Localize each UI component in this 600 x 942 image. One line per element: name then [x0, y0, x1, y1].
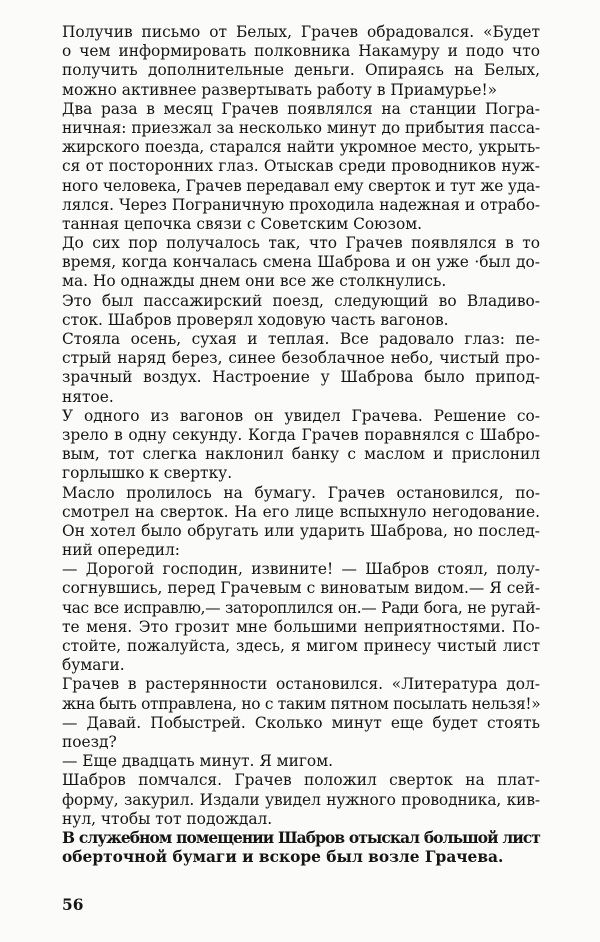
text-line: Грачев в растерянности остановился. «Литература дол-	[62, 675, 540, 694]
text-line: Два раза в месяц Грачев появлялся на станции Погра-	[62, 99, 540, 118]
text-line: сток. Шабров проверял ходовую часть вагонов.	[62, 310, 449, 329]
text-line: Шабров помчался. Грачев положил сверток на плат-	[62, 771, 540, 790]
text-line: ничная: приезжал за несколько минут до прибытия пасса-	[62, 118, 540, 137]
text-line: получить дополнительные деньги. Опираясь на Белых,	[62, 61, 540, 80]
text-line: стойте, пожалуйста, здесь, я мигом принесу чистый лист	[62, 637, 540, 655]
text-line: — Еще двадцать минут. Я мигом.	[62, 752, 334, 771]
text-line: стрый наряд берез, синее безоблачное небо, чистый про-	[62, 349, 540, 368]
text-line: поезд?	[62, 732, 117, 751]
text-line: ний опередил:	[62, 541, 180, 560]
text-line: ся от посторонних глаз. Отыскав среди проводников нуж-	[62, 157, 540, 176]
text-line: час все исправлю,— затороплился он.— Ради бога, не ругай-	[62, 598, 540, 617]
text-line: согнувшись, перед Грачевым с виноватым видом.— Я сей-	[62, 579, 540, 598]
text-line: горлышко к свертку.	[62, 464, 233, 483]
text-line: Он хотел было обругать или ударить Шаброва, но послед-	[62, 521, 540, 540]
page-number: 56	[62, 896, 84, 914]
text-line: Масло пролилось на бумагу. Грачев остановился, по-	[62, 483, 540, 502]
text-line: ного человека, Грачев передавал ему сверток и тут же уда-	[62, 176, 540, 195]
text-line: У одного из вагонов он увидел Грачева. Решение со-	[62, 406, 540, 425]
text-line: смотрел на сверток. На его лице вспыхнуло негодование.	[62, 502, 540, 521]
text-line: танная цепочка связи с Советским Союзом.	[62, 214, 423, 233]
text-line: форму, закурил. Издали увидел нужного проводника, кив-	[62, 790, 540, 809]
text-line: бумаги.	[62, 656, 125, 675]
text-line: В служебном помещении Шабров отыскал большой лист	[62, 828, 540, 847]
text-line: те меня. Это грозит мне большими неприятностями. По-	[62, 617, 540, 636]
text-line: Получив письмо от Белых, Грачев обрадовался. «Будет	[62, 23, 540, 41]
text-line: зрачный воздух. Настроение у Шаброва было припод-	[62, 368, 540, 387]
text-line: оберточной бумаги и вскоре был возле Грачева.	[62, 848, 504, 867]
text-line: время, когда кончалась смена Шаброва и он уже ·был до-	[62, 253, 540, 272]
text-line: жирского поезда, старался найти укромное место, укрыть-	[62, 138, 540, 157]
text-line: зрело в одну секунду. Когда Грачев поравнялся с Шабро-	[62, 425, 540, 444]
text-line: лялся. Через Пограничную проходила надежная и отрабо-	[62, 195, 540, 214]
text-line: — Дорогой господин, извините! — Шабров стоял, полу-	[62, 560, 540, 579]
text-line: нятое.	[62, 387, 114, 406]
text-line: можно активнее развертывать работу в Приамурье!»	[62, 80, 498, 99]
text-line: До сих пор получалось так, что Грачев появлялся в то	[62, 234, 540, 253]
text-line: Это был пассажирский поезд, следующий во Владиво-	[62, 291, 540, 310]
text-line: Стояла осень, сухая и теплая. Все радовало глаз: пе-	[62, 330, 540, 348]
text-line: вым, тот слегка наклонил банку с маслом и прислонил	[62, 445, 540, 464]
text-line: о чем информировать полковника Накамуру и подо что	[62, 42, 540, 61]
text-line: ма. Но однажды днем они все же столкнулись.	[62, 272, 447, 291]
body-text	[62, 23, 540, 867]
text-line: — Давай. Побыстрей. Сколько минут еще будет стоять	[62, 713, 540, 732]
text-line: нул, чтобы тот подождал.	[62, 809, 273, 828]
text-line: жна быть отправлена, но с таким пятном посылать нельзя!»	[62, 694, 541, 713]
